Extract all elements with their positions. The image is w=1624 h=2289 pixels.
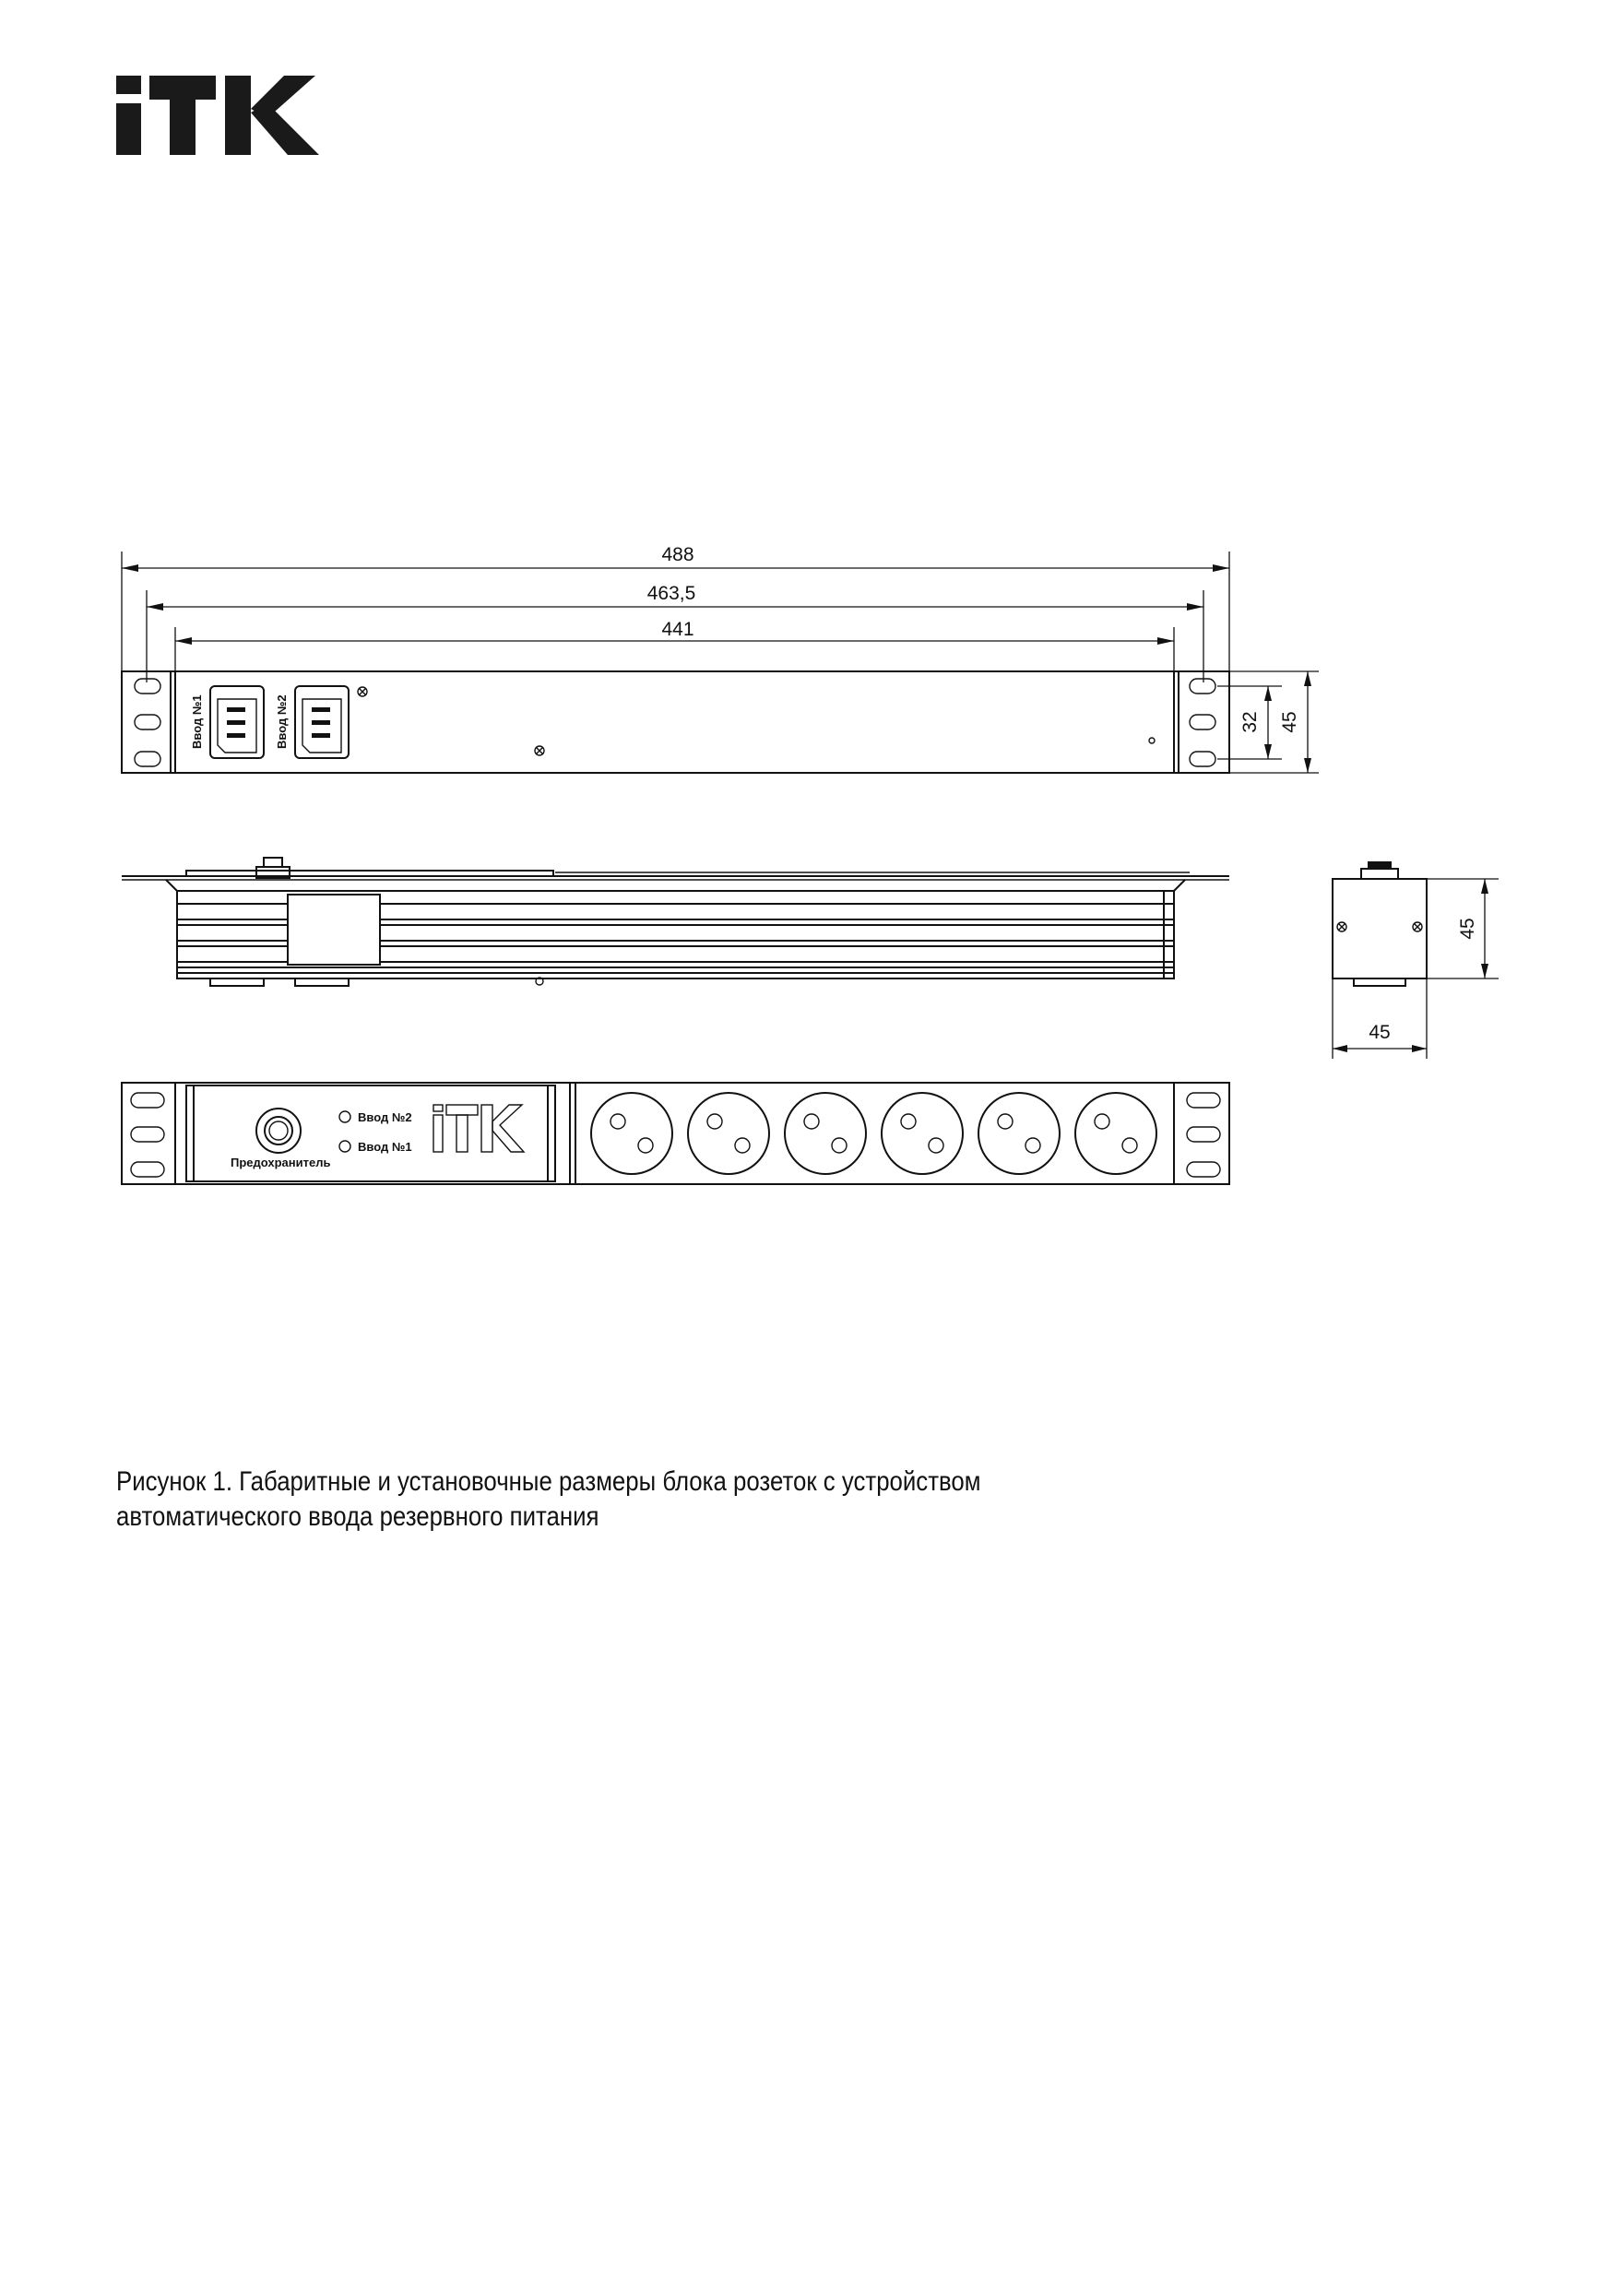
dim-hole-spacing-label: 32: [1239, 711, 1261, 733]
dimension-body: [175, 619, 1174, 673]
front-itk-logo: [433, 1105, 524, 1152]
socket-outlet: [882, 1093, 963, 1174]
dim-height-rear-label: 45: [1279, 711, 1300, 733]
indicator-2-led: [339, 1111, 350, 1122]
top-view: [122, 858, 1229, 986]
dim-overall-label: 488: [661, 544, 694, 565]
fuse-holder: [256, 1109, 301, 1153]
indicator-2-label: Ввод №2: [358, 1110, 412, 1124]
dim-mounting-label: 463,5: [646, 583, 696, 604]
caption-line-1: Рисунок 1. Габаритные и установочные размеры блока розеток с устройством: [116, 1466, 981, 1497]
dimension-height-side: [1427, 879, 1499, 978]
dimension-depth-side: [1333, 978, 1427, 1059]
indicator-1-label: Ввод №1: [358, 1140, 412, 1154]
side-screw-right: [1413, 922, 1422, 931]
ground-screw-2: [535, 746, 544, 755]
dim-body-label: 441: [661, 619, 694, 640]
indicator-1-led: [339, 1141, 350, 1152]
side-screw-left: [1337, 922, 1346, 931]
dim-depth-side-label: 45: [1369, 1022, 1391, 1043]
socket-outlet: [785, 1093, 866, 1174]
caption-line-2: автоматического ввода резервного питания: [116, 1501, 599, 1532]
side-view: [1333, 861, 1427, 986]
dimension-overall: [122, 544, 1229, 677]
sockets-group: [591, 1093, 1156, 1174]
inlet-1-label: Ввод №1: [190, 694, 204, 749]
inlet-2: [295, 686, 349, 758]
socket-outlet: [591, 1093, 672, 1174]
socket-outlet: [978, 1093, 1060, 1174]
dimension-hole-spacing: [1217, 686, 1282, 759]
inlet-2-label: Ввод №2: [275, 694, 289, 749]
rear-view: [122, 671, 1229, 773]
inlet-1: [210, 686, 264, 758]
dim-height-side-label: 45: [1457, 918, 1478, 940]
fuse-label: Предохранитель: [231, 1156, 331, 1169]
figure-caption: [116, 1465, 1147, 1535]
socket-outlet: [688, 1093, 769, 1174]
socket-outlet: [1075, 1093, 1156, 1174]
ground-screw-1: [358, 687, 367, 696]
